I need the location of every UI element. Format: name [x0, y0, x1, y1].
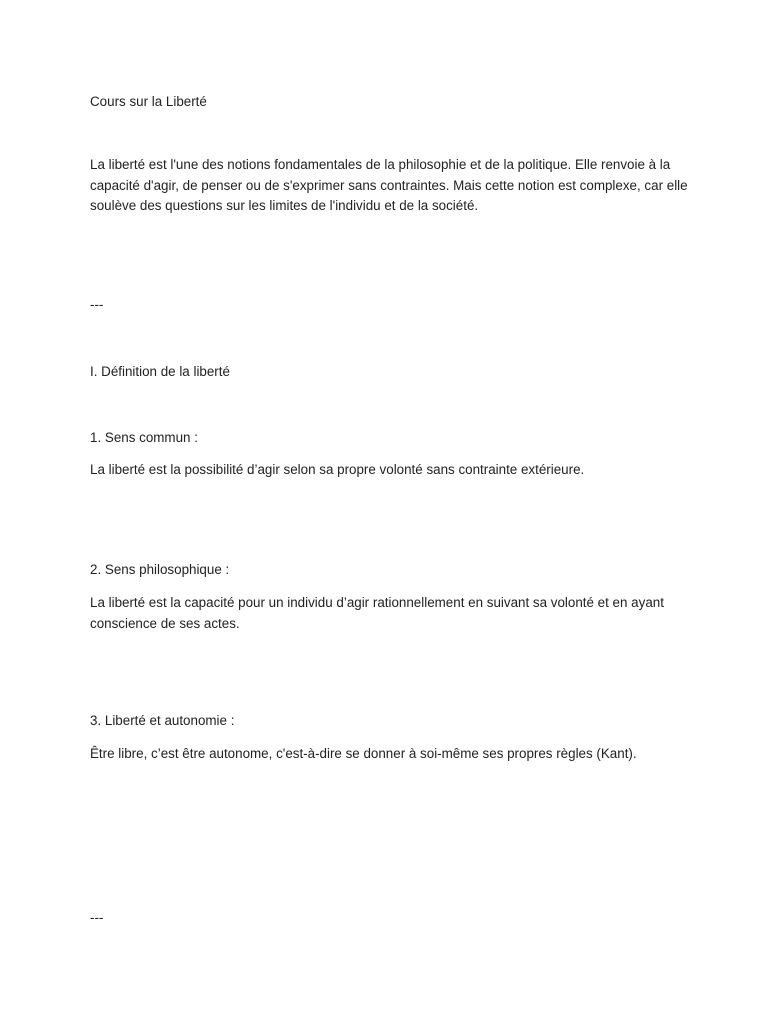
separator: ---: [90, 910, 104, 925]
subsection-body: Être libre, c’est être autonome, c'est-à-dire se donner à soi-même ses propres règles (Kant).: [90, 746, 637, 761]
section-heading: I. Définition de la liberté: [90, 364, 230, 379]
intro-paragraph: La liberté est l'une des notions fondamentales de la philosophie et de la politique. Elle renvoie à la capacité d'agir, de penser ou de s'exprimer sans contraintes. Mais cette notion est complexe, car elle soulève des questions sur les limites de l'individu et de la société.: [90, 157, 688, 213]
subsection-body: La liberté est la possibilité d’agir selon sa propre volonté sans contrainte extérieure.: [90, 462, 585, 477]
subsection-heading: 3. Liberté et autonomie :: [90, 713, 235, 728]
subsection-body: La liberté est la capacité pour un individu d’agir rationnellement en suivant sa volonté et en ayant conscience de ses actes.: [90, 595, 664, 631]
subsection-heading: 1. Sens commun :: [90, 430, 198, 445]
document-title: Cours sur la Liberté: [90, 94, 207, 109]
separator: ---: [90, 297, 104, 312]
subsection-heading: 2. Sens philosophique :: [90, 562, 230, 577]
